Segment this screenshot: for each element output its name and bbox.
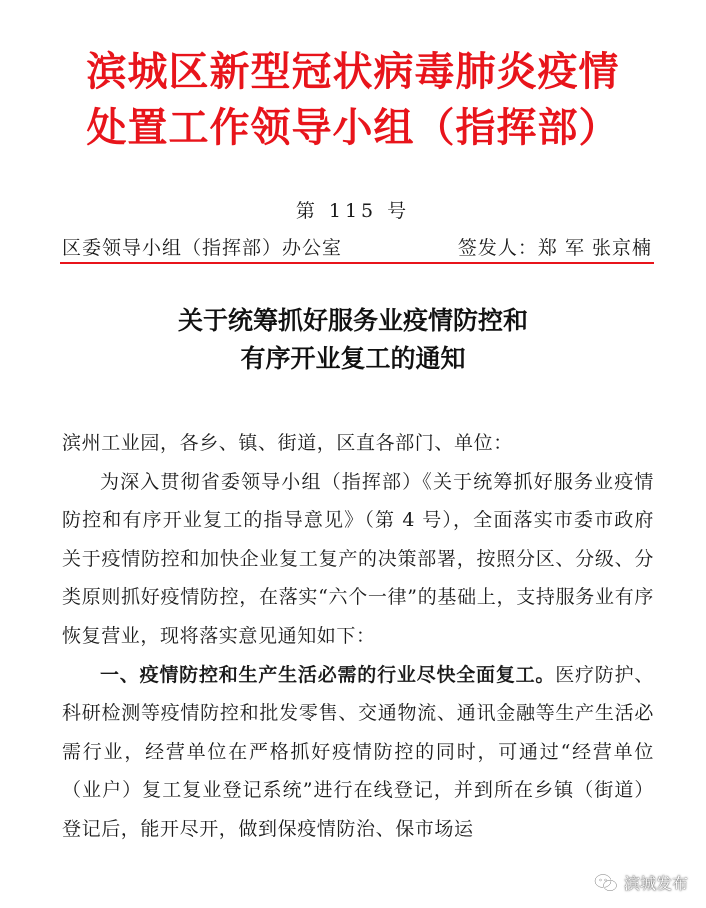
paragraph-intro: 为深入贯彻省委领导小组（指挥部）《关于统筹抓好服务业疫情防控和有序开业复工的指导意见》（第 4 号），全面落实市委市政府关于疫情防控和加快企业复工复产的决策部署，按照分区、分级、分类原则抓好疫情防控，在落实“六个一律”的基础上，支持服务业有序恢复营业，现将落实意见通知如下： — [62, 470, 654, 647]
org-title-line-2: 处置工作领导小组（指挥部） — [86, 105, 620, 151]
issuing-office: 区委领导小组（指挥部）办公室 — [62, 237, 343, 259]
paragraph-section-1 — [62, 656, 654, 849]
notice-body — [62, 424, 654, 849]
signer: 签发人：郑 军 张京楠 — [457, 237, 652, 259]
document-number: 第 115 号 — [295, 200, 411, 222]
section-1-heading: 一、疫情防控和生产生活必需的行业尽快全面复工。 — [100, 663, 556, 686]
red-divider-line — [60, 262, 654, 264]
notice-title — [0, 302, 706, 378]
watermark-text: 滨城发布 — [623, 874, 688, 893]
notice-title-line-2: 有序开业复工的通知 — [240, 344, 466, 373]
org-title-line-1: 滨城区新型冠状病毒肺炎疫情 — [86, 49, 620, 95]
organization-header — [30, 44, 676, 156]
wechat-icon — [594, 873, 618, 893]
addressee: 滨州工业园，各乡、镇、街道，区直各部门、单位： — [62, 432, 513, 454]
issuer-row — [62, 233, 652, 261]
section-1-text: 医疗防护、科研检测等疫情防控和批发零售、交通物流、通讯金融等生产生活必需行业，经营单位在严格抓好疫情防控的同时，可通过“经营单位（业户）复工复业登记系统”进行在线登记，并到所在乡镇（街道）登记后，能开尽开，做到保疫情防治、保市场运 — [62, 663, 654, 840]
notice-title-line-1: 关于统筹抓好服务业疫情防控和 — [177, 306, 528, 335]
source-watermark — [594, 871, 688, 894]
